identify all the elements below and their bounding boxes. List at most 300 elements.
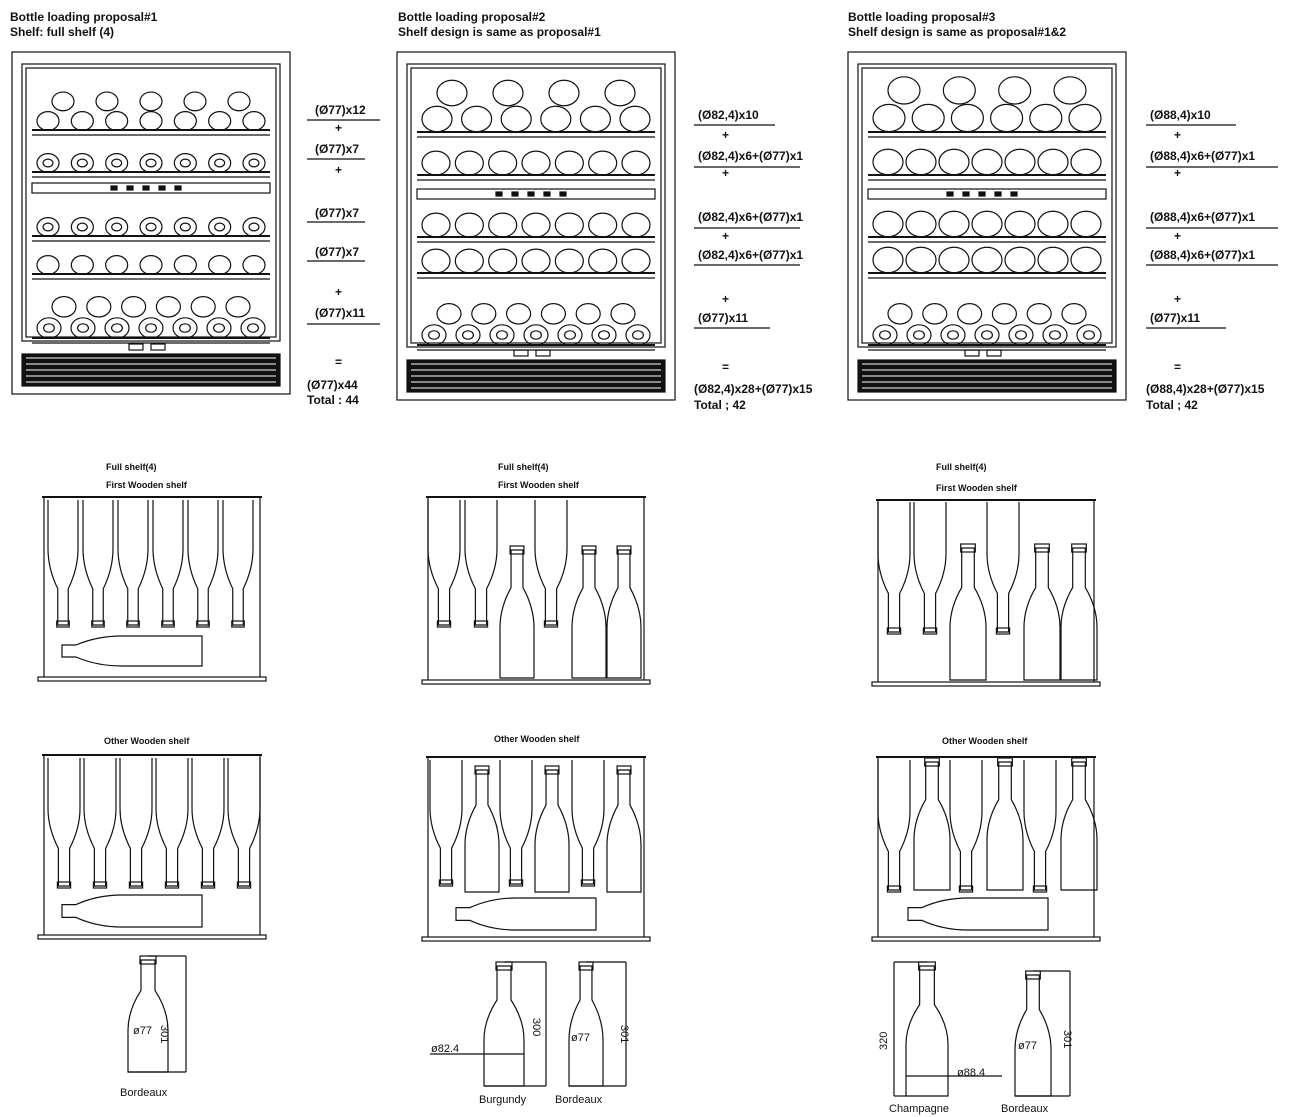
p3-panel-button	[947, 192, 953, 196]
p3-bottle-end	[906, 211, 936, 237]
p3-bottle-neck-end	[948, 331, 959, 339]
p1-load-row3: (Ø77)x7	[315, 206, 360, 220]
p1-other-shelf-side-view-base	[38, 935, 266, 939]
p3-bottle-end	[1005, 247, 1035, 273]
p1-other-shelf-bottle	[192, 758, 224, 886]
p3-control-panel	[868, 189, 1106, 199]
p2-bottle-end	[580, 106, 610, 132]
p3-bottle-end-top	[923, 304, 947, 324]
p2-bottle-end	[620, 106, 650, 132]
p2-bottle-neck-end	[463, 331, 474, 339]
p1-bottle-end-top	[156, 297, 180, 317]
p1-first-shelf-label: First Wooden shelf	[106, 480, 187, 490]
p1-bottle-end	[37, 154, 59, 173]
p1-bottle-neck-end	[44, 324, 55, 332]
p2-panel-button	[560, 192, 566, 196]
p1-bottle-end	[106, 256, 128, 275]
p2-bottle-end	[541, 106, 571, 132]
p2-first-shelf-bottle-inverted	[465, 500, 497, 625]
p3-bottle-end	[972, 211, 1002, 237]
p1-bottle-end-top	[96, 92, 118, 111]
p3-bottle-end	[906, 247, 936, 273]
p2-bottle-end	[422, 249, 450, 273]
p1-load-row2: (Ø77)x7	[315, 142, 360, 156]
p2-first-shelf-bottle-inverted	[428, 500, 460, 625]
p2-other-shelf-lying-bottle	[456, 898, 596, 930]
p1-bottle-neck-end	[180, 324, 191, 332]
p2-first-shelf-bottle-inverted-cap	[437, 621, 450, 627]
p3-other-shelf-bottle-upright	[987, 762, 1023, 890]
p2-bottle-end	[622, 249, 650, 273]
p1-first-shelf-bottle	[223, 500, 253, 625]
p3-plus-1: +	[1174, 128, 1182, 142]
p1-bottle-neck-end	[249, 223, 259, 231]
p2-bottle-neck-end	[599, 331, 610, 339]
p2-bottle-end-top	[493, 80, 523, 106]
p2-bottle-end	[501, 106, 531, 132]
p3-bottle-end-top	[1054, 77, 1086, 104]
p3-bottle-end	[939, 149, 969, 175]
p1-plus-1: +	[335, 121, 343, 135]
p1-bottle-end	[243, 218, 265, 237]
p3-bottle-end	[975, 325, 999, 345]
p1-other-shelf-bottle	[156, 758, 188, 886]
p3-first-shelf-bottle-inverted-cap	[887, 628, 900, 634]
p3-bottle-neck-end	[1016, 331, 1027, 339]
p2-other-shelf-bottle-inverted	[430, 760, 462, 884]
p3-bottle-end-top	[943, 77, 975, 104]
p3-bottle-end	[1077, 325, 1101, 345]
p3-load-row4: (Ø88,4)x6+(Ø77)x1	[1150, 248, 1256, 262]
p3-bottle-end	[1009, 325, 1033, 345]
p1-bottle-end	[71, 218, 93, 237]
p3-bottle-end	[1005, 211, 1035, 237]
p2-load-row5: (Ø77)x11	[698, 311, 749, 325]
p2-plus-2: +	[722, 166, 730, 180]
p1-panel-button	[175, 186, 181, 190]
p2-first-shelf-bottle-inverted-cap	[474, 621, 487, 627]
p2-bottle-end	[456, 325, 480, 345]
p1-bottle-neck-end	[215, 223, 225, 231]
p2-load-row3: (Ø82,4)x6+(Ø77)x1	[698, 210, 804, 224]
p1-handle-right	[151, 344, 165, 350]
p1-bordeaux-reference-bottle	[128, 956, 186, 1072]
p2-first-shelf-bottle-upright	[607, 550, 641, 678]
p2-total: Total ; 42	[694, 398, 746, 412]
p2-cabinet-front-view	[397, 52, 675, 400]
p3-bottle-end	[972, 247, 1002, 273]
p3-plus-2: +	[1174, 166, 1182, 180]
proposal-1-title: Bottle loading proposal#1	[10, 10, 158, 24]
p1-other-shelf-bottle-cap	[237, 882, 250, 888]
p1-first-shelf-bottle	[188, 500, 218, 625]
p2-bottle-end	[522, 249, 550, 273]
p1-bottle-end-top	[52, 92, 74, 111]
p3-bottle-name-bordeaux: Bordeaux	[1001, 1103, 1049, 1115]
p3-bottle-end	[873, 149, 903, 175]
p1-equals: =	[335, 355, 343, 369]
p2-panel-button	[512, 192, 518, 196]
p1-cabinet-inner	[22, 64, 280, 341]
p1-bottle-end	[106, 154, 128, 173]
p2-other-shelf-bottle-inverted	[500, 760, 532, 884]
p1-total: Total : 44	[307, 393, 359, 407]
proposal-2-title: Bottle loading proposal#2	[398, 10, 546, 24]
p1-bottle-end	[173, 318, 197, 338]
p1-bottle-end	[105, 318, 129, 338]
p2-bottle-end	[524, 325, 548, 345]
p3-first-shelf-side-view-base	[872, 682, 1100, 686]
proposal-3-subtitle: Shelf design is same as proposal#1&2	[848, 25, 1067, 39]
p1-bottle-end	[243, 112, 265, 131]
p1-bottle-end	[140, 154, 162, 173]
p1-bottle-end-top	[52, 297, 76, 317]
p3-equals: =	[1174, 360, 1182, 374]
p3-load-row2: (Ø88,4)x6+(Ø77)x1	[1150, 149, 1256, 163]
p2-bottle-neck-end	[497, 331, 508, 339]
p1-bottle-end	[71, 112, 93, 131]
p2-bottle-end	[462, 106, 492, 132]
p1-bordeaux-reference-bottle-outline	[128, 960, 168, 1072]
p2-first-shelf-label: First Wooden shelf	[498, 480, 579, 490]
p3-bottle-end	[1043, 325, 1067, 345]
p2-bottle-name-burgundy: Burgundy	[479, 1094, 527, 1106]
p2-other-shelf-side-view-base	[422, 937, 650, 941]
p3-other-shelf-bottle-upright	[914, 762, 950, 890]
p2-burgundy-diameter: ø82.4	[431, 1043, 460, 1055]
p2-first-shelf-bottle-inverted-cap	[544, 621, 557, 627]
p3-bottle-neck-end	[880, 331, 891, 339]
p3-bottle-end	[951, 104, 983, 131]
p1-bottle-end	[207, 318, 231, 338]
p3-bottle-end	[907, 325, 931, 345]
p1-load-sum: (Ø77)x44	[307, 378, 358, 392]
p2-bottle-end-top	[611, 304, 635, 324]
p1-bottle-end	[241, 318, 265, 338]
p1-bottle-end	[71, 154, 93, 173]
p1-other-shelf-lying-bottle	[62, 895, 202, 927]
p3-other-shelf-label: Other Wooden shelf	[942, 736, 1028, 746]
p2-load-row4: (Ø82,4)x6+(Ø77)x1	[698, 248, 804, 262]
p3-bottle-end	[1038, 149, 1068, 175]
p3-bottle-name-champagne: Champagne	[889, 1103, 949, 1115]
p1-first-shelf-bottle-cap	[232, 621, 245, 627]
p2-bottle-end	[555, 151, 583, 175]
p3-champagne-diameter: ø88.4	[957, 1067, 986, 1079]
proposal-3-title: Bottle loading proposal#3	[848, 10, 996, 24]
p3-bottle-end	[972, 149, 1002, 175]
p3-bottle-end-top	[958, 304, 982, 324]
p1-first-shelf-lying-bottle	[62, 636, 202, 666]
p2-bottle-neck-end	[633, 331, 644, 339]
p2-panel-button	[528, 192, 534, 196]
p1-cabinet-front-view	[12, 52, 290, 394]
p3-bordeaux-height: 301	[1061, 1030, 1073, 1049]
p2-bottle-neck-end	[429, 331, 440, 339]
p1-bottle-end	[209, 112, 231, 131]
p3-other-shelf-lying-bottle	[908, 898, 1048, 930]
p3-first-shelf-bottle-inverted-cap	[996, 628, 1009, 634]
p1-bottle-neck-end	[77, 159, 87, 167]
p1-plus-3: +	[335, 285, 343, 299]
p2-bottle-end	[522, 151, 550, 175]
p3-other-shelf-bottle-inverted-cap	[959, 886, 972, 892]
p2-bordeaux-height: 301	[618, 1025, 630, 1044]
p3-first-shelf-bottle-inverted	[987, 502, 1019, 632]
p2-other-shelf-side-view	[422, 757, 650, 941]
p3-bottle-end	[1071, 211, 1101, 237]
p1-bottle-end	[106, 218, 128, 237]
p1-bottle-end	[209, 154, 231, 173]
p2-burgundy-height: 300	[530, 1018, 542, 1037]
p3-bottle-end	[939, 247, 969, 273]
p3-other-shelf-bottle-inverted-cap	[887, 886, 900, 892]
p2-control-panel	[417, 189, 655, 199]
p3-load-row5: (Ø77)x11	[1150, 311, 1201, 325]
p3-bottle-end	[939, 211, 969, 237]
p3-first-shelf-bottle-upright	[1024, 548, 1060, 680]
p3-other-shelf-bottle-upright	[1061, 762, 1097, 890]
p1-bottle-end	[243, 256, 265, 275]
p1-bottle-neck-end	[146, 324, 157, 332]
p1-handle-left	[129, 344, 143, 350]
p1-bottle-diameter: ø77	[133, 1025, 152, 1037]
p1-bottle-end	[71, 256, 93, 275]
p1-bottle-end-top	[191, 297, 215, 317]
p1-first-shelf-bottle-cap	[92, 621, 105, 627]
p1-first-shelf-bottle	[153, 500, 183, 625]
p1-panel-button	[143, 186, 149, 190]
p2-panel-button	[544, 192, 550, 196]
p3-bottle-end	[941, 325, 965, 345]
p1-bottle-name-bordeaux: Bordeaux	[120, 1087, 168, 1099]
p1-bottle-neck-end	[77, 223, 87, 231]
p1-other-shelf-bottle-cap	[165, 882, 178, 888]
p1-bottle-end	[71, 318, 95, 338]
p3-bottle-end-top	[888, 77, 920, 104]
p3-first-shelf-bottle-inverted	[914, 502, 946, 632]
p3-bottle-end	[1038, 211, 1068, 237]
p2-bottle-end-top	[437, 80, 467, 106]
p2-first-shelf-side-view	[422, 497, 650, 684]
p3-bottle-end-top	[888, 304, 912, 324]
p1-bottle-end	[140, 112, 162, 131]
p2-bottle-end	[555, 249, 583, 273]
p1-bottle-end-top	[226, 297, 250, 317]
p2-handle-right	[536, 350, 550, 356]
p2-door-glass	[411, 68, 661, 343]
p1-plus-2: +	[335, 163, 343, 177]
p1-first-shelf-bottle	[83, 500, 113, 625]
p3-full-shelf-label: Full shelf(4)	[936, 462, 987, 472]
p1-other-shelf-side-view	[38, 755, 266, 939]
p1-bottle-end	[37, 112, 59, 131]
p1-bottle-end-top	[87, 297, 111, 317]
p2-bottle-end-top	[549, 80, 579, 106]
p2-bottle-end	[455, 213, 483, 237]
p2-bottle-end	[490, 325, 514, 345]
p3-first-shelf-side-view	[872, 500, 1100, 686]
p2-other-shelf-bottle-upright	[607, 770, 641, 892]
p1-bottle-end-top	[122, 297, 146, 317]
p2-bottle-end	[422, 325, 446, 345]
p2-first-shelf-bottle-upright	[572, 550, 606, 678]
p2-bottle-end	[422, 151, 450, 175]
p3-bottle-end	[1030, 104, 1062, 131]
p3-cabinet-front-view	[848, 52, 1126, 400]
p2-bottle-name-bordeaux: Bordeaux	[555, 1094, 603, 1106]
p3-other-shelf-bottle-inverted	[878, 760, 910, 890]
p2-other-shelf-bottle-inverted-cap	[439, 880, 452, 886]
p2-bottle-end	[626, 325, 650, 345]
p2-plus-3: +	[722, 229, 730, 243]
p2-bottle-end	[592, 325, 616, 345]
p1-bottle-end-top	[228, 92, 250, 111]
p1-bottle-end	[243, 154, 265, 173]
p3-bottle-neck-end	[914, 331, 925, 339]
p3-load-sum: (Ø88,4)x28+(Ø77)x15	[1146, 382, 1265, 396]
p3-bottle-end	[906, 149, 936, 175]
p2-bottle-end	[489, 151, 517, 175]
p1-bottle-end	[106, 112, 128, 131]
p1-bottle-end	[209, 256, 231, 275]
p3-first-shelf-bottle-inverted-cap	[923, 628, 936, 634]
p3-other-shelf-side-view-base	[872, 937, 1100, 941]
p3-handle-right	[987, 350, 1001, 356]
p2-bottle-neck-end	[531, 331, 542, 339]
p1-first-shelf-bottle-cap	[162, 621, 175, 627]
p1-first-shelf-bottle-cap	[57, 621, 70, 627]
p3-champagne-height: 320	[878, 1031, 890, 1050]
p2-bottle-end	[589, 249, 617, 273]
p1-other-shelf-bottle-cap	[93, 882, 106, 888]
p1-first-shelf-bottle-cap	[197, 621, 210, 627]
p3-panel-button	[963, 192, 969, 196]
p1-first-shelf-side-view	[38, 497, 266, 681]
p1-panel-button	[127, 186, 133, 190]
p3-bottle-end	[1069, 104, 1101, 131]
p2-bottle-end	[522, 213, 550, 237]
p1-other-shelf-bottle	[84, 758, 116, 886]
p1-bottle-end	[174, 154, 196, 173]
p1-bottle-neck-end	[146, 223, 156, 231]
p2-other-shelf-bottle-upright	[535, 770, 569, 892]
p1-bottle-end	[37, 218, 59, 237]
p1-bottle-end	[37, 256, 59, 275]
p3-bottle-neck-end	[1084, 331, 1095, 339]
p1-bottle-neck-end	[146, 159, 156, 167]
p3-bottle-end-top	[1062, 304, 1086, 324]
p2-load-row2: (Ø82,4)x6+(Ø77)x1	[698, 149, 804, 163]
p1-other-shelf-label: Other Wooden shelf	[104, 736, 190, 746]
p3-first-shelf-bottle-inverted	[878, 502, 910, 632]
p1-bottle-neck-end	[112, 159, 122, 167]
p1-other-shelf-bottle	[228, 758, 260, 886]
p2-other-shelf-label: Other Wooden shelf	[494, 734, 580, 744]
p3-bottle-end	[873, 325, 897, 345]
p1-other-shelf-bottle-cap	[201, 882, 214, 888]
p2-bottle-end	[558, 325, 582, 345]
p1-bottle-end-top	[140, 92, 162, 111]
p2-load-row1: (Ø82,4)x10	[698, 108, 759, 122]
p2-bottle-end-top	[576, 304, 600, 324]
p1-bottle-end	[139, 318, 163, 338]
p2-first-shelf-bottle-upright	[500, 550, 534, 678]
p1-load-row5: (Ø77)x11	[315, 306, 366, 320]
p3-load-row3: (Ø88,4)x6+(Ø77)x1	[1150, 210, 1256, 224]
p3-other-shelf-bottle-inverted-cap	[1033, 886, 1046, 892]
p1-panel-button	[111, 186, 117, 190]
p2-bottle-end	[455, 151, 483, 175]
p2-bottle-end-top	[605, 80, 635, 106]
p2-bottle-end	[489, 213, 517, 237]
p2-handle-left	[514, 350, 528, 356]
p2-full-shelf-label: Full shelf(4)	[498, 462, 549, 472]
p2-bottle-neck-end	[565, 331, 576, 339]
p3-first-shelf-bottle-upright	[950, 548, 986, 680]
p3-bottle-neck-end	[982, 331, 993, 339]
p3-door-glass	[862, 68, 1112, 343]
p1-first-shelf-bottle	[118, 500, 148, 625]
p1-load-row4: (Ø77)x7	[315, 245, 360, 259]
p2-bottle-end-top	[472, 304, 496, 324]
p3-bottle-end	[991, 104, 1023, 131]
p2-bottle-end	[555, 213, 583, 237]
p1-bottle-end	[140, 256, 162, 275]
p2-bottle-end	[589, 151, 617, 175]
p2-first-shelf-side-view-base	[422, 680, 650, 684]
p3-bottle-end	[1005, 149, 1035, 175]
p2-other-shelf-bottle-inverted	[572, 760, 604, 884]
p3-first-shelf-bottle-upright	[1061, 548, 1097, 680]
p1-bottle-neck-end	[43, 223, 53, 231]
p2-bordeaux-reference-bottle	[569, 962, 626, 1086]
p2-other-shelf-bottle-upright	[465, 770, 499, 892]
p2-cabinet-outline	[397, 52, 675, 400]
p1-control-panel	[32, 183, 270, 193]
p2-load-sum: (Ø82,4)x28+(Ø77)x15	[694, 382, 813, 396]
p1-bottle-neck-end	[215, 159, 225, 167]
p3-panel-button	[1011, 192, 1017, 196]
p1-first-shelf-bottle	[48, 500, 78, 625]
p3-bottle-end-top	[992, 304, 1016, 324]
p2-plus-1: +	[722, 128, 730, 142]
p2-bottle-end-top	[437, 304, 461, 324]
p2-bordeaux-diameter: ø77	[571, 1032, 590, 1044]
p3-bordeaux-reference-bottle-outline	[1015, 975, 1051, 1096]
p1-other-shelf-bottle-cap	[57, 882, 70, 888]
proposal-1-subtitle: Shelf: full shelf (4)	[10, 25, 115, 39]
p2-bottle-end	[622, 151, 650, 175]
p1-bottle-end	[174, 256, 196, 275]
p3-panel-button	[979, 192, 985, 196]
p1-bottle-end	[209, 218, 231, 237]
p2-equals: =	[722, 360, 730, 374]
p2-bottle-end-top	[507, 304, 531, 324]
p3-load-row1: (Ø88,4)x10	[1150, 108, 1211, 122]
p1-bottle-end	[140, 218, 162, 237]
p2-plus-4: +	[722, 292, 730, 306]
p1-bottle-neck-end	[248, 324, 259, 332]
p3-bottle-end-top	[1027, 304, 1051, 324]
p2-burgundy-reference-bottle-outline	[484, 966, 524, 1086]
p1-first-shelf-side-view-base	[38, 677, 266, 681]
p3-bottle-end-top	[999, 77, 1031, 104]
p2-bottle-end	[489, 249, 517, 273]
p1-bottle-neck-end	[180, 159, 190, 167]
p2-bottle-end	[422, 106, 452, 132]
p1-bottle-neck-end	[214, 324, 225, 332]
